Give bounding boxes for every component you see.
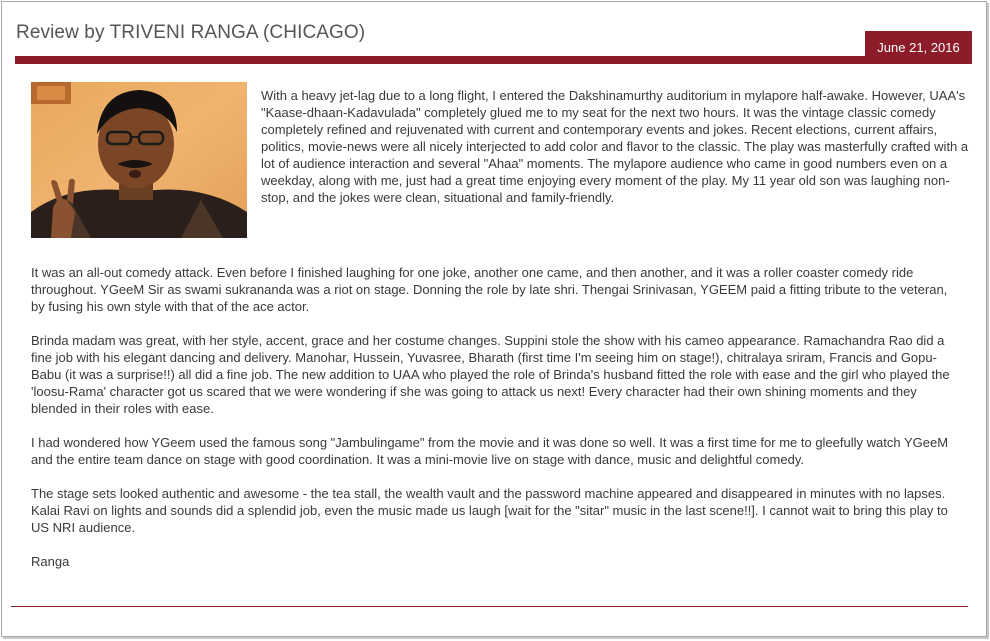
review-paragraph: The stage sets looked authentic and awesome - the tea stall, the wealth vault and the password machine appeared and disappeared in minutes with no lapses. Kalai Ravi on lights and sounds did a splendid job, even the music made us laugh [wait for the "sitar" music in the last scene!!]. I cannot wait to bring this play to US NRI audience. — [31, 486, 948, 535]
reviewer-photo — [31, 82, 247, 238]
card-shadow-right — [987, 3, 989, 639]
review-title: Review by TRIVENI RANGA (CHICAGO) — [16, 22, 366, 43]
review-lead-paragraph: With a heavy jet-lag due to a long flight, I entered the Dakshinamurthy auditorium in mylapore half-awake. However, UAA's "Kaase-dhaan-Kadavulada" completely glued me to my seat for the next two hours. It was the vintage classic comedy completely refined and rejuvenated with current and contemporary events and jokes. Recent elections, current affairs, politics, movie-news were all nicely interjected to add color and flavor to the classic. The play was masterfully crafted with a lot of audience interaction and several "Ahaa" moments. The mylapore audience who came in good numbers even on a weekday, along with me, just had a great time enjoying every moment of the play. My 11 year old son was laughing non-stop, and the jokes were clean, situational and family-friendly. — [261, 88, 969, 205]
review-paragraph: It was an all-out comedy attack. Even before I finished laughing for one joke, another one came, and then another, and it was a roller coaster comedy ride throughout. YGeeM Sir as swami sukrananda was a riot on stage. Donning the role by late shri. Thengai Srinivasan, YGEEM paid a fitting tribute to the veteran, by fusing his own style with that of the ace actor. — [31, 265, 948, 314]
review-paragraph: Brinda madam was great, with her style, accent, grace and her costume changes. Suppini stole the show with his cameo appearance. Ramachandra Rao did a fine job with his elegant dancing and delivery. Manohar, Hussein, Yuvasree, Bharath (first time I'm seeing him on stage!), chitralaya sriram, Francis and Gopu-Babu (it was a surprise!!) all did a fine job. The new addition to UAA who played the role of Brinda's husband fitted the role with ease and the girl who played the 'loosu-Rama' character got us scared that we were wondering if she was going to attack us next! Every character had their own shining moments and they blended in their roles with ease. — [31, 333, 950, 416]
review-signature: Ranga — [31, 554, 70, 569]
footer-divider — [11, 606, 968, 607]
card-shadow-bottom — [3, 637, 989, 639]
review-paragraph: I had wondered how YGeem used the famous song "Jambulingame" from the movie and it was done so well. It was a first time for me to gleefully watch YGeeM and the entire team dance on stage with good coordination. It was a mini-movie live on stage with dance, music and delightful comedy. — [31, 435, 949, 467]
header-divider — [15, 56, 972, 64]
review-body — [31, 264, 951, 587]
date-badge: June 21, 2016 — [865, 31, 972, 64]
